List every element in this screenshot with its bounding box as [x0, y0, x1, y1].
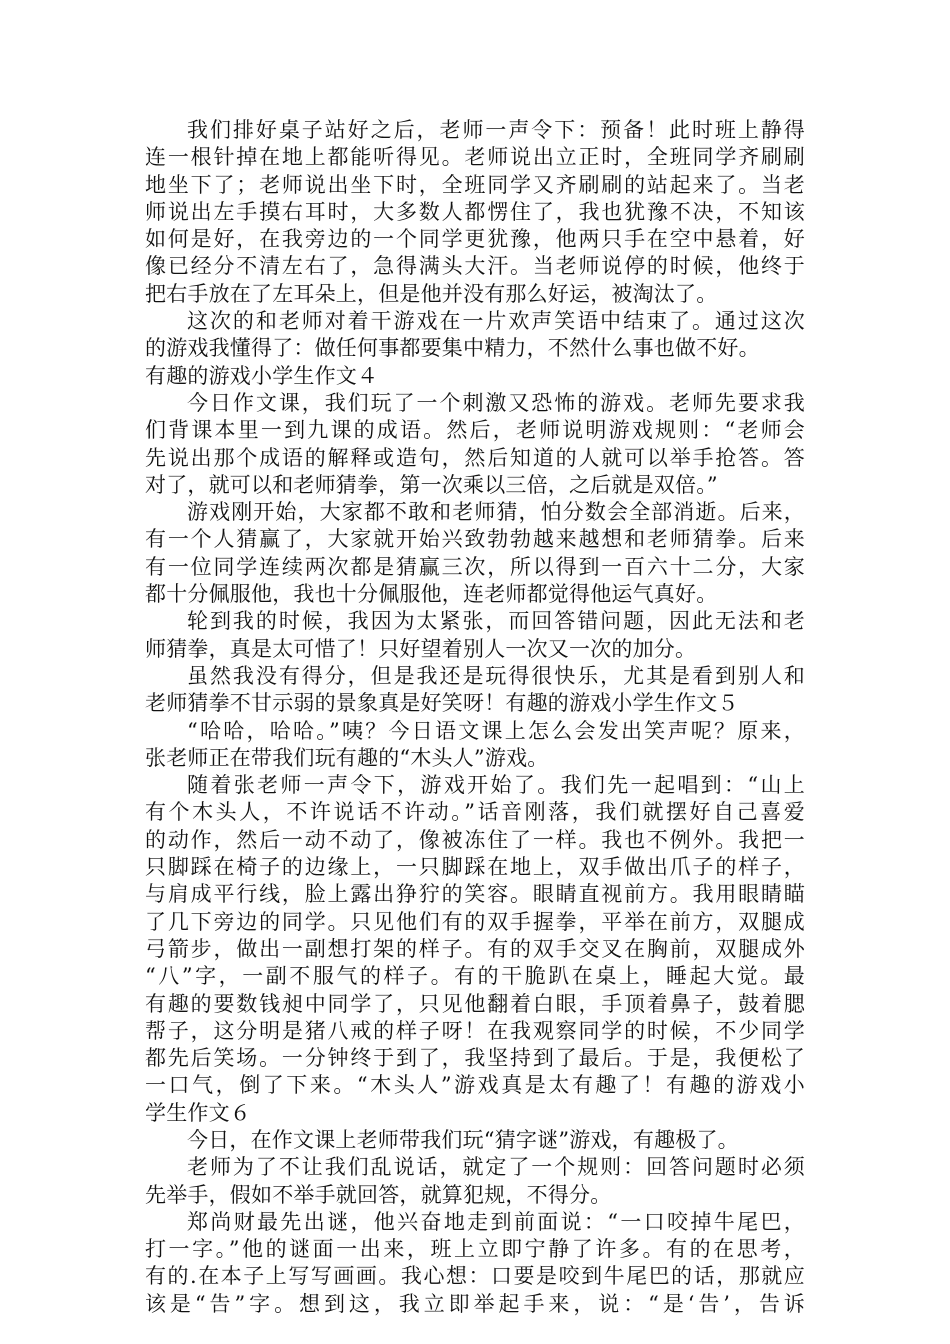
- text-line: 地坐下了；老师说出坐下时，全班同学又齐刷刷的站起来了。当老: [145, 172, 805, 197]
- text-line: 老师为了不让我们乱说话，就定了一个规则：回答问题时必须: [187, 1155, 805, 1180]
- text-line: 了几下旁边的同学。只见他们有的双手握拳，平举在前方，双腿成: [145, 909, 805, 934]
- text-line: 帮子，这分明是猪八戒的样子呀！在我观察同学的时候，不少同学: [145, 1018, 805, 1043]
- text-line: 先说出那个成语的解释或造句，然后知道的人就可以举手抢答。答: [145, 445, 805, 470]
- text-line: 有的.在本子上写写画画。我心想：口要是咬到牛尾巴的话，那就应: [145, 1264, 805, 1289]
- text-line: 师猜拳，真是太可惜了！只好望着别人一次又一次的加分。: [145, 636, 697, 661]
- text-line: 有一位同学连续两次都是猜赢三次，所以得到一百六十二分，大家: [145, 554, 805, 579]
- text-line: 虽然我没有得分，但是我还是玩得很快乐，尤其是看到别人和: [187, 663, 805, 688]
- text-line: 一口气，倒了下来。“木头人”游戏真是太有趣了！有趣的游戏小: [145, 1073, 805, 1098]
- text-line: 连一根针掉在地上都能听得见。老师说出立正时，全班同学齐刷刷: [145, 145, 805, 170]
- text-line: 随着张老师一声令下，游戏开始了。我们先一起唱到：“山上: [187, 773, 805, 798]
- text-line: 有趣的要数钱昶中同学了，只见他翻着白眼，手顶着鼻子，鼓着腮: [145, 991, 805, 1016]
- text-line: 该是“告”字。想到这，我立即举起手来，说：“是‘告’，告诉: [145, 1291, 805, 1316]
- text-line: 打一字。”他的谜面一出来，班上立即宁静了许多。有的在思考，: [145, 1237, 805, 1262]
- text-line: 与肩成平行线，脸上露出狰狞的笑容。眼睛直视前方。我用眼睛瞄: [145, 882, 805, 907]
- text-line: 们背课本里一到九课的成语。然后，老师说明游戏规则：“老师会: [145, 418, 805, 443]
- text-line: 把右手放在了左耳朵上，但是他并没有那么好运，被淘汰了。: [145, 281, 718, 306]
- text-line: 学生作文６: [145, 1100, 251, 1125]
- text-line: 先举手，假如不举手就回答，就算犯规，不得分。: [145, 1182, 612, 1207]
- text-line: 轮到我的时候，我因为太紧张，而回答错问题，因此无法和老: [187, 609, 805, 634]
- text-line: 有一个人猜赢了，大家就开始兴致勃勃越来越想和老师猜拳。后来: [145, 527, 805, 552]
- text-line: “哈哈，哈哈。”咦？今日语文课上怎么会发出笑声呢？原来，: [187, 718, 805, 743]
- text-line: 对了，就可以和老师猜拳，第一次乘以三倍，之后就是双倍。”: [145, 472, 718, 497]
- text-line: “八”字，一副不服气的样子。有的干脆趴在桌上，睡起大觉。最: [145, 964, 805, 989]
- text-line: 有个木头人，不许说话不许动。”话音刚落，我们就摆好自己喜爱: [145, 800, 805, 825]
- text-line: 弓箭步，做出一副想打架的样子。有的双手交叉在胸前，双腿成外: [145, 936, 805, 961]
- text-line: 师说出左手摸右耳时，大多数人都愣住了，我也犹豫不决，不知该: [145, 199, 805, 224]
- document-page: [145, 117, 805, 1318]
- text-line: 这次的和老师对着干游戏在一片欢声笑语中结束了。通过这次: [187, 309, 805, 334]
- text-line: 只脚踩在椅子的边缘上，一只脚踩在地上，双手做出爪子的样子，: [145, 855, 805, 880]
- text-line: 今日作文课，我们玩了一个刺激又恐怖的游戏。老师先要求我: [187, 390, 805, 415]
- text-line: 老师猜拳不甘示弱的景象真是好笑呀！有趣的游戏小学生作文５: [145, 691, 739, 716]
- text-line: 游戏刚开始，大家都不敢和老师猜，怕分数会全部消逝。后来，: [187, 500, 805, 525]
- text-line: 像已经分不清左右了，急得满头大汗。当老师说停的时候，他终于: [145, 254, 805, 279]
- text-line: 都十分佩服他，我也十分佩服他，连老师都觉得他运气真好。: [145, 582, 718, 607]
- text-line: 今日，在作文课上老师带我们玩“猜字谜”游戏，有趣极了。: [187, 1127, 739, 1152]
- text-line: 郑尚财最先出谜，他兴奋地走到前面说：“一口咬掉牛尾巴，: [187, 1209, 805, 1234]
- text-line: 我们排好桌子站好之后，老师一声令下：预备！此时班上静得: [187, 118, 805, 142]
- text-line: 有趣的游戏小学生作文４: [145, 363, 379, 388]
- text-line: 如何是好，在我旁边的一个同学更犹豫，他两只手在空中悬着，好: [145, 227, 805, 252]
- text-line: 的游戏我懂得了：做任何事都要集中精力，不然什么事也做不好。: [145, 336, 760, 361]
- text-line: 的动作，然后一动不动了，像被冻住了一样。我也不例外。我把一: [145, 827, 805, 852]
- text-line: 都先后笑场。一分钟终于到了，我坚持到了最后。于是，我便松了: [145, 1046, 805, 1071]
- text-line: 张老师正在带我们玩有趣的“木头人”游戏。: [145, 745, 549, 770]
